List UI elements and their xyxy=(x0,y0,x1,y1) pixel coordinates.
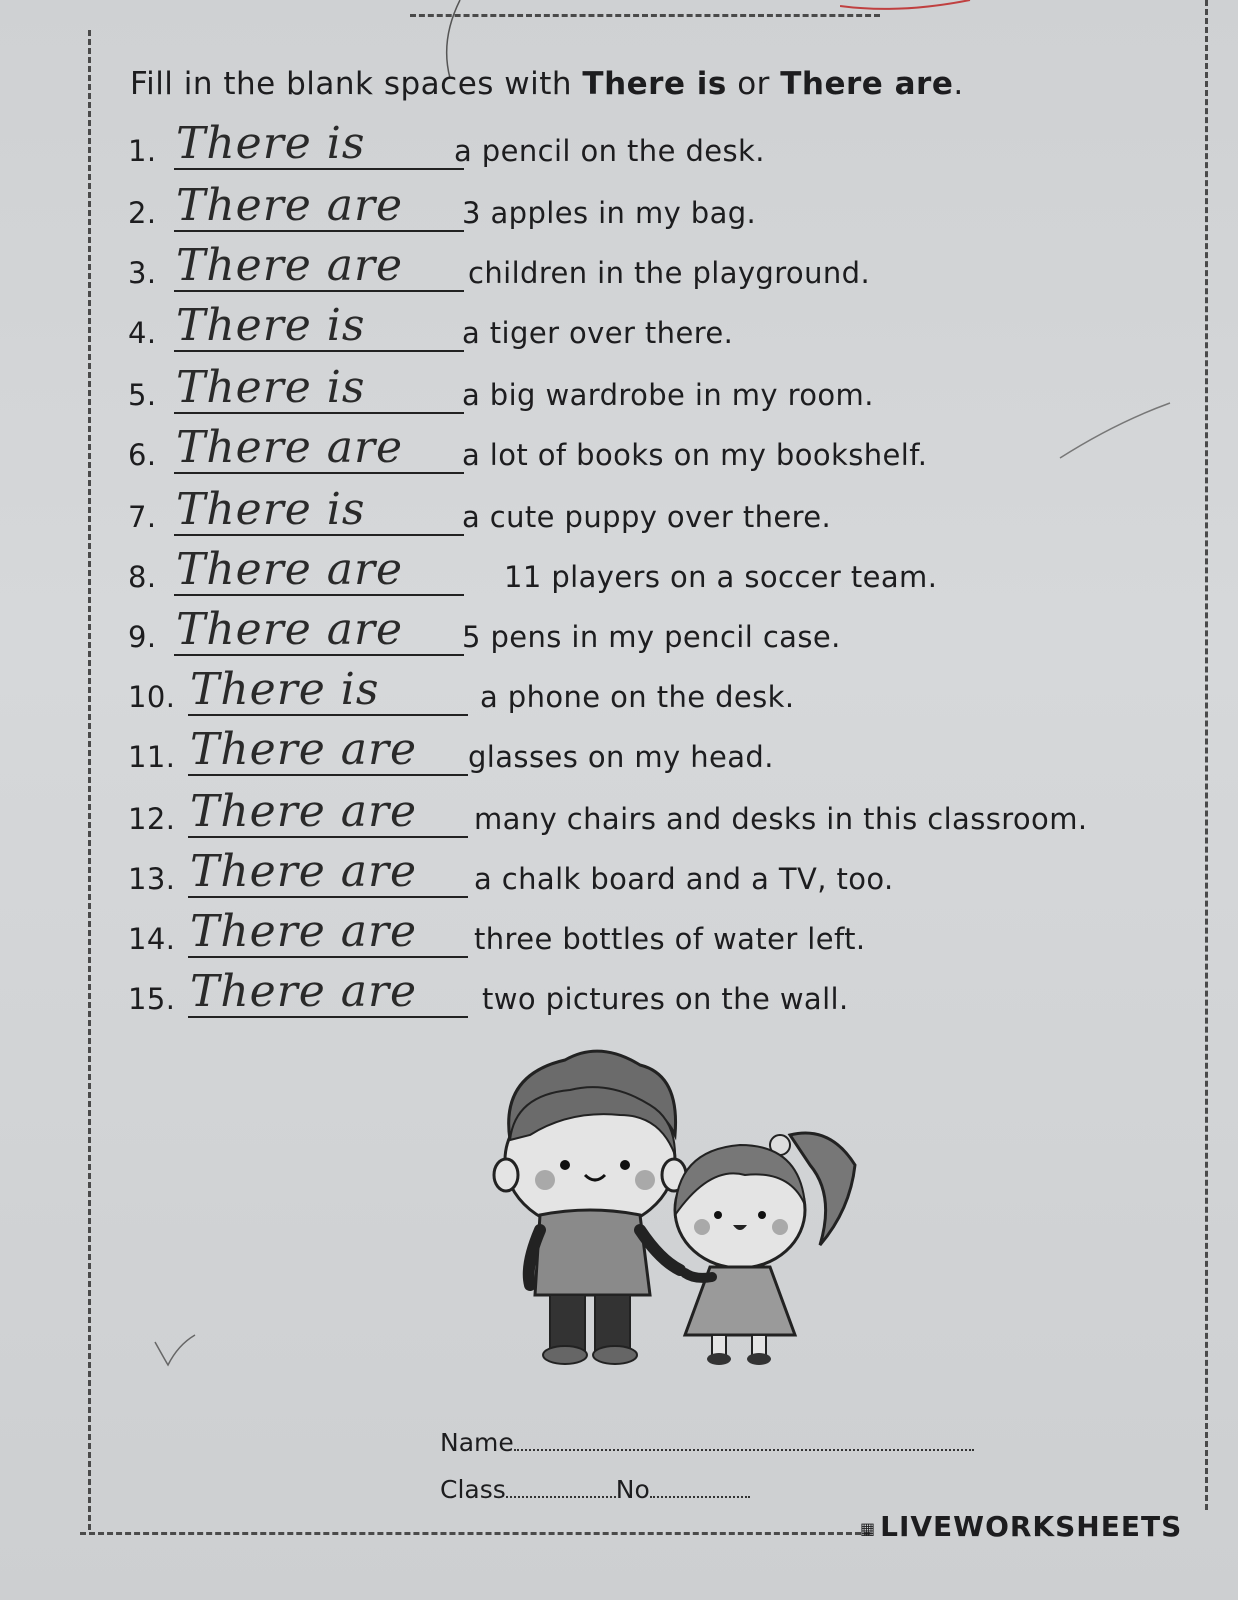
handwritten-answer: There is xyxy=(190,664,380,715)
class-blank[interactable] xyxy=(506,1476,616,1498)
handwritten-answer: There are xyxy=(190,724,418,775)
answer-blank[interactable] xyxy=(174,180,464,232)
answer-blank[interactable] xyxy=(174,300,464,352)
exercise-item xyxy=(128,786,1188,840)
answer-blank[interactable] xyxy=(188,664,468,716)
item-number: 8. xyxy=(128,560,157,594)
name-label: Name xyxy=(440,1428,514,1457)
exercise-item xyxy=(128,846,1188,900)
exercise-item xyxy=(128,906,1188,960)
exercise-item xyxy=(128,362,1188,416)
item-number: 13. xyxy=(128,862,176,896)
answer-blank[interactable] xyxy=(174,604,464,656)
item-sentence: children in the playground. xyxy=(468,256,871,290)
exercise-item xyxy=(128,118,1188,172)
item-number: 14. xyxy=(128,922,176,956)
exercise-item xyxy=(128,966,1188,1020)
no-label: No xyxy=(615,1475,650,1504)
item-number: 10. xyxy=(128,680,176,714)
handwritten-answer: There is xyxy=(176,118,366,169)
pen-stroke-right-icon xyxy=(1055,398,1175,468)
class-field[interactable] xyxy=(440,1475,750,1504)
item-number: 5. xyxy=(128,378,157,412)
cut-line-left xyxy=(88,30,91,1530)
answer-blank[interactable] xyxy=(174,240,464,292)
item-sentence: 5 pens in my pencil case. xyxy=(462,620,841,654)
cut-line-right xyxy=(1205,0,1208,1510)
brand-logo: ▦ LIVEWORKSHEETS xyxy=(860,1510,1183,1543)
answer-blank[interactable] xyxy=(174,484,464,536)
handwritten-answer: There is xyxy=(176,300,366,351)
answer-blank[interactable] xyxy=(174,544,464,596)
item-number: 9. xyxy=(128,620,157,654)
class-label: Class xyxy=(440,1475,506,1504)
cut-line-top xyxy=(410,14,880,17)
exercise-item xyxy=(128,422,1188,476)
handwritten-answer: There are xyxy=(190,846,418,897)
exercise-item xyxy=(128,664,1188,718)
exercise-item xyxy=(128,300,1188,354)
item-number: 4. xyxy=(128,316,157,350)
item-sentence: a chalk board and a TV, too. xyxy=(474,862,894,896)
item-sentence: glasses on my head. xyxy=(468,740,774,774)
exercise-item xyxy=(128,544,1188,598)
item-number: 12. xyxy=(128,802,176,836)
item-sentence: three bottles of water left. xyxy=(474,922,866,956)
answer-blank[interactable] xyxy=(188,966,468,1018)
boy-and-girl-holding-hands-illustration-icon xyxy=(490,1045,870,1375)
check-mark-icon xyxy=(150,1330,200,1370)
handwritten-answer: There are xyxy=(190,966,418,1017)
exercise-item xyxy=(128,604,1188,658)
name-blank[interactable] xyxy=(514,1429,974,1451)
item-number: 15. xyxy=(128,982,176,1016)
answer-blank[interactable] xyxy=(188,846,468,898)
item-sentence: many chairs and desks in this classroom. xyxy=(474,802,1088,836)
item-number: 11. xyxy=(128,740,176,774)
handwritten-answer: There are xyxy=(176,604,404,655)
handwritten-answer: There is xyxy=(176,484,366,535)
item-sentence: 11 players on a soccer team. xyxy=(504,560,938,594)
answer-blank[interactable] xyxy=(188,724,468,776)
pen-mark-top-icon xyxy=(840,0,980,20)
item-number: 6. xyxy=(128,438,157,472)
item-sentence: a tiger over there. xyxy=(462,316,734,350)
item-number: 2. xyxy=(128,196,157,230)
exercise-item xyxy=(128,724,1188,778)
item-sentence: a lot of books on my bookshelf. xyxy=(462,438,928,472)
answer-blank[interactable] xyxy=(174,118,464,170)
no-blank[interactable] xyxy=(650,1476,750,1498)
item-sentence: two pictures on the wall. xyxy=(482,982,849,1016)
liveworksheets-logo-icon: ▦ xyxy=(860,1518,877,1538)
instruction-text: Fill in the blank spaces with There is or There are. xyxy=(130,66,964,102)
item-sentence: a phone on the desk. xyxy=(480,680,795,714)
answer-blank[interactable] xyxy=(188,906,468,958)
answer-blank[interactable] xyxy=(188,786,468,838)
answer-blank[interactable] xyxy=(174,422,464,474)
exercise-item xyxy=(128,484,1188,538)
item-sentence: 3 apples in my bag. xyxy=(462,196,757,230)
handwritten-answer: There are xyxy=(190,906,418,957)
item-number: 3. xyxy=(128,256,157,290)
answer-blank[interactable] xyxy=(174,362,464,414)
name-field[interactable] xyxy=(440,1428,974,1457)
handwritten-answer: There are xyxy=(176,180,404,231)
handwritten-answer: There are xyxy=(190,786,418,837)
exercise-item xyxy=(128,180,1188,234)
handwritten-answer: There are xyxy=(176,422,404,473)
cut-line-bottom xyxy=(80,1532,870,1535)
item-sentence: a pencil on the desk. xyxy=(454,134,765,168)
item-number: 1. xyxy=(128,134,157,168)
item-sentence: a big wardrobe in my room. xyxy=(462,378,874,412)
handwritten-answer: There is xyxy=(176,362,366,413)
item-sentence: a cute puppy over there. xyxy=(462,500,832,534)
item-number: 7. xyxy=(128,500,157,534)
exercise-item xyxy=(128,240,1188,294)
handwritten-answer: There are xyxy=(176,240,404,291)
handwritten-answer: There are xyxy=(176,544,404,595)
